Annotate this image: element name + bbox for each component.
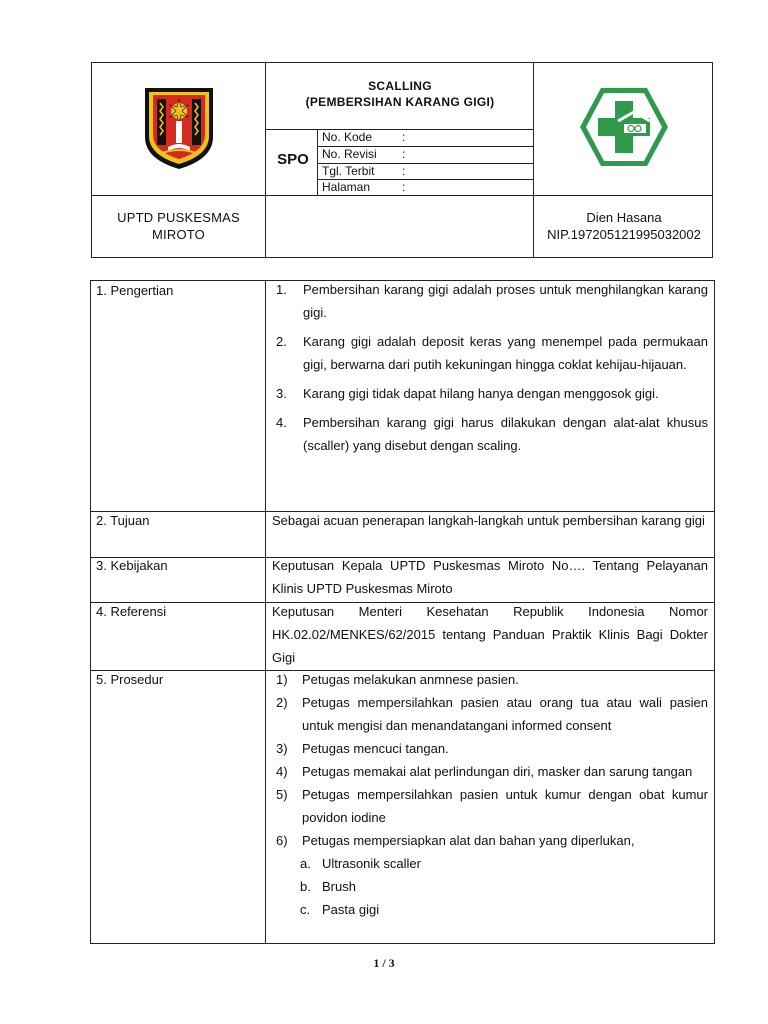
organization-line2: MIROTO (152, 227, 205, 242)
meta-colon: : (402, 130, 406, 144)
meta-row-revisi (318, 146, 534, 163)
section-label-referensi: 4. Referensi (96, 604, 167, 619)
organization-name (92, 209, 265, 243)
meta-colon: : (402, 147, 406, 161)
section-label-kebijakan: 3. Kebijakan (96, 558, 168, 573)
section-content-prosedur (276, 668, 708, 921)
meta-colon: : (402, 164, 406, 178)
spo-header-table (91, 62, 713, 258)
procedure-subitem: c. Pasta gigi (300, 902, 380, 917)
procedure-subitem: b. Brush (300, 879, 356, 894)
organization-line1: UPTD PUSKESMAS (117, 210, 240, 225)
list-item: 2. Karang gigi adalah deposit keras yang menempel pada permukaan gigi, berwarna dari putih kekuningan hingga coklat kehijau-hijauan. (276, 334, 708, 372)
procedure-step: 3) Petugas mencuci tangan. (276, 741, 449, 756)
meta-colon: : (402, 180, 406, 194)
procedure-step: 4) Petugas memakai alat perlindungan diri, masker dan sarung tangan (276, 764, 693, 779)
meta-key: No. Revisi (322, 147, 377, 161)
section-content-referensi: Keputusan Menteri Kesehatan Republik Indonesia Nomor HK.02.02/MENKES/62/2015 tentang Panduan Praktik Klinis Bagi Dokter Gigi (272, 604, 708, 665)
procedure-subitem: a. Ultrasonik scaller (300, 856, 421, 871)
procedure-step: 6) Petugas mempersiapkan alat dan bahan yang diperlukan, (276, 833, 635, 848)
section-content-tujuan: Sebagai acuan penerapan langkah-langkah untuk pembersihan karang gigi (272, 513, 705, 528)
page-number: 1 / 3 (373, 956, 395, 970)
puskesmas-logo-icon (578, 85, 670, 169)
procedure-step: 2) Petugas mempersilahkan pasien atau orang tua atau wali pasien untuk mengisi dan menandatangani informed consent (276, 695, 708, 733)
meta-row-halaman (318, 179, 534, 196)
column-divider (265, 281, 266, 943)
meta-row-terbit (318, 163, 534, 180)
signer-nip: NIP.197205121995032002 (547, 227, 701, 242)
list-item: 3. Karang gigi tidak dapat hilang hanya dengan menggosok gigi. (276, 386, 659, 401)
list-item: 4. Pembersihan karang gigi harus dilakukan dengan alat-alat khusus (scaller) yang disebut dengan scaling. (276, 415, 708, 453)
section-label-tujuan: 2. Tujuan (96, 513, 150, 528)
city-emblem-icon (142, 85, 216, 171)
meta-key: Tgl. Terbit (322, 164, 375, 178)
section-label-prosedur: 5. Prosedur (96, 672, 164, 687)
document-title-line2: (PEMBERSIHAN KARANG GIGI) (305, 95, 495, 109)
section-content-pengertian (274, 278, 708, 463)
meta-row-kode (318, 129, 534, 146)
list-item: 1. Pembersihan karang gigi adalah proses untuk menghilangkan karang gigi. (276, 282, 708, 320)
section-content-kebijakan: Keputusan Kepala UPTD Puskesmas Miroto No…. Tentang Pelayanan Klinis UPTD Puskesmas Miroto (272, 558, 708, 596)
procedure-step: 1) Petugas melakukan anmnese pasien. (276, 672, 519, 687)
section-label-pengertian: 1. Pengertian (96, 283, 174, 298)
document-title-line1: SCALLING (368, 79, 432, 93)
spo-label: SPO (277, 151, 309, 168)
meta-key: No. Kode (322, 130, 373, 144)
signer-block (534, 209, 714, 243)
signer-name: Dien Hasana (586, 210, 662, 225)
meta-key: Halaman (322, 180, 371, 194)
procedure-step: 5) Petugas mempersilahkan pasien untuk kumur dengan obat kumur povidon iodine (276, 787, 708, 825)
spo-content-table (90, 280, 715, 944)
